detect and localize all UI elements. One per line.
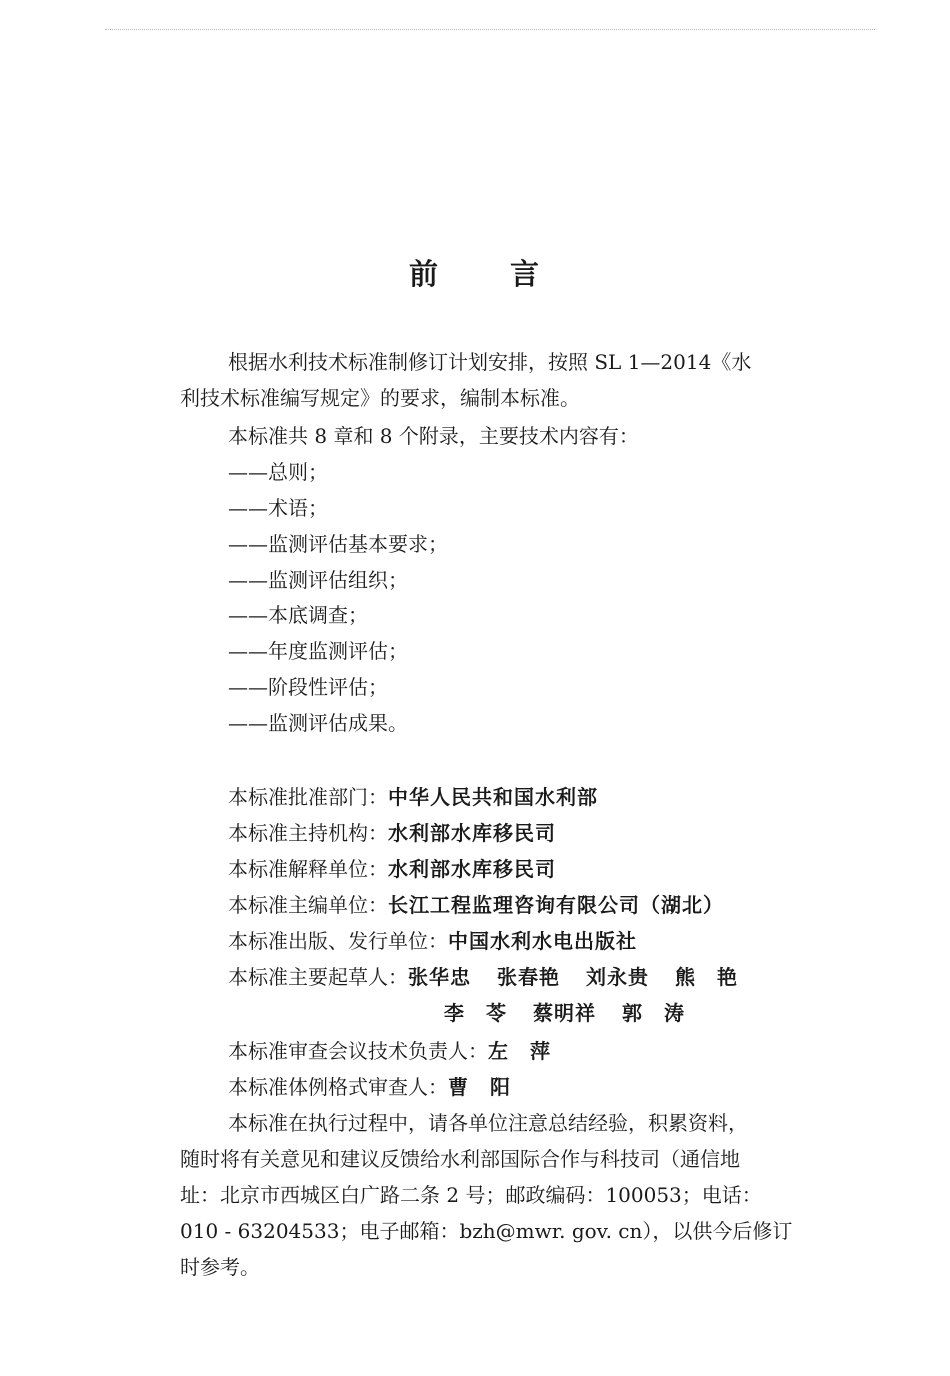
drafter-name: 刘永贵 — [586, 965, 649, 989]
drafters-row-1 — [408, 965, 764, 989]
drafter-name: 张春艳 — [497, 965, 560, 989]
chapter-item: ——监测评估组织； — [228, 568, 408, 592]
chapter-item: ——监测评估成果。 — [228, 711, 408, 735]
chapter-item: ——术语； — [228, 496, 328, 520]
approval-dept — [228, 779, 598, 815]
format-label: 本标准体例格式审查人： — [228, 1075, 448, 1099]
drafter-name: 张华忠 — [408, 965, 471, 989]
page-title — [0, 252, 950, 293]
title-char-2: 言 — [510, 257, 542, 291]
approval-label: 本标准批准部门： — [228, 785, 388, 809]
intro-paragraph — [180, 344, 850, 416]
format-value: 曹 阳 — [448, 1075, 511, 1099]
closing-line-1: 本标准在执行过程中，请各单位注意总结经验，积累资料， — [228, 1111, 748, 1135]
interpret-label: 本标准解释单位： — [228, 857, 388, 881]
chapter-item: ——年度监测评估； — [228, 639, 408, 663]
publisher-unit — [228, 923, 637, 959]
interpret-value: 水利部水库移民司 — [388, 857, 556, 881]
host-value: 水利部水库移民司 — [388, 821, 556, 845]
content-summary: 本标准共 8 章和 8 个附录，主要技术内容有： — [228, 424, 639, 448]
chapter-item: ——总则； — [228, 460, 328, 484]
intro-line-1: 根据水利技术标准制修订计划安排，按照 SL 1—2014《水 — [228, 350, 752, 374]
drafters — [228, 959, 764, 995]
closing-paragraph — [180, 1105, 850, 1285]
closing-line-3: 址：北京市西城区白广路二条 2 号；邮政编码：100053；电话： — [180, 1183, 762, 1207]
scan-artifact-line — [105, 29, 875, 30]
chapter-item: ——阶段性评估； — [228, 675, 388, 699]
format-reviewer — [228, 1069, 511, 1105]
drafter-name: 郭 涛 — [622, 1001, 685, 1025]
closing-line-2: 随时将有关意见和建议反馈给水利部国际合作与科技司（通信地 — [180, 1147, 740, 1171]
closing-line-4: 010 - 63204533；电子邮箱：bzh@mwr. gov. cn），以供今后修订 — [180, 1219, 793, 1243]
title-char-1: 前 — [408, 257, 440, 291]
interpret-unit — [228, 851, 556, 887]
drafter-name: 李 苓 — [444, 1001, 507, 1025]
drafter-name: 蔡明祥 — [533, 1001, 596, 1025]
drafters-label: 本标准主要起草人： — [228, 965, 408, 989]
chapter-item: ——监测评估基本要求； — [228, 532, 448, 556]
closing-line-5: 时参考。 — [180, 1255, 260, 1279]
drafter-name: 熊 艳 — [675, 965, 738, 989]
publisher-label: 本标准出版、发行单位： — [228, 929, 448, 953]
review-lead — [228, 1033, 551, 1069]
publisher-value: 中国水利水电出版社 — [448, 929, 637, 953]
drafters-row-2 — [444, 995, 711, 1031]
host-org — [228, 815, 556, 851]
approval-value: 中华人民共和国水利部 — [388, 785, 598, 809]
chapter-item: ——本底调查； — [228, 603, 368, 627]
reviewer-value: 左 萍 — [488, 1039, 551, 1063]
editor-unit — [228, 887, 724, 923]
editor-label: 本标准主编单位： — [228, 893, 388, 917]
editor-value: 长江工程监理咨询有限公司（湖北） — [388, 893, 724, 917]
intro-line-2: 利技术标准编写规定》的要求，编制本标准。 — [180, 386, 580, 410]
reviewer-label: 本标准审查会议技术负责人： — [228, 1039, 488, 1063]
host-label: 本标准主持机构： — [228, 821, 388, 845]
